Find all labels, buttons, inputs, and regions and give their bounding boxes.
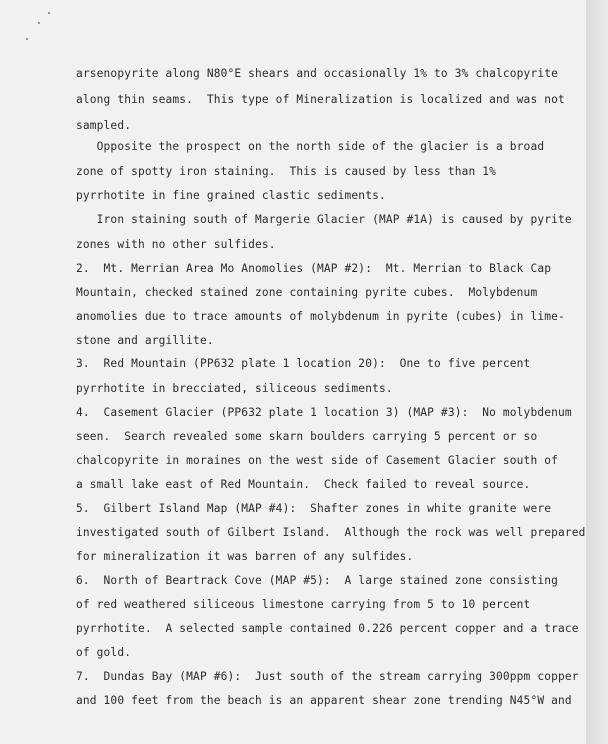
scan-speck: [38, 22, 40, 24]
text-line: 5. Gilbert Island Map (MAP #4): Shafter zones in white granite were: [76, 502, 552, 515]
text-line: sampled.: [76, 119, 132, 132]
scan-speck: [26, 38, 28, 40]
text-line: of gold.: [76, 646, 132, 659]
text-line: along thin seams. This type of Mineralization is localized and was not: [76, 93, 565, 106]
text-line: Iron staining south of Margerie Glacier (MAP #1A) is caused by pyrite: [76, 213, 572, 226]
text-line: anomolies due to trace amounts of molybdenum in pyrite (cubes) in lime-: [76, 310, 565, 323]
text-line: a small lake east of Red Mountain. Check failed to reveal source.: [76, 478, 531, 491]
scan-edge: [586, 0, 608, 744]
text-line: arsenopyrite along N80°E shears and occasionally 1% to 3% chalcopyrite: [76, 67, 558, 80]
text-line: Opposite the prospect on the north side of the glacier is a broad: [76, 140, 545, 153]
text-line: of red weathered siliceous limestone carrying from 5 to 10 percent: [76, 598, 531, 611]
text-line: zone of spotty iron staining. This is caused by less than 1%: [76, 165, 497, 178]
text-line: chalcopyrite in moraines on the west side of Casement Glacier south of: [76, 454, 558, 467]
text-line: 2. Mt. Merrian Area Mo Anomolies (MAP #2): Mt. Merrian to Black Cap: [76, 262, 552, 275]
text-line: zones with no other sulfides.: [76, 238, 276, 251]
text-line: pyrrhotite in brecciated, siliceous sediments.: [76, 382, 393, 395]
text-line: pyrrhotite. A selected sample contained 0.226 percent copper and a trace: [76, 622, 579, 635]
text-line: pyrrhotite in fine grained clastic sediments.: [76, 189, 386, 202]
text-line: investigated south of Gilbert Island. Although the rock was well prepared: [76, 526, 586, 539]
text-line: Mountain, checked stained zone containing pyrite cubes. Molybdenum: [76, 286, 538, 299]
text-line: for mineralization it was barren of any sulfides.: [76, 550, 414, 563]
text-line: 6. North of Beartrack Cove (MAP #5): A large stained zone consisting: [76, 574, 558, 587]
text-line: 7. Dundas Bay (MAP #6): Just south of the stream carrying 300ppm copper: [76, 670, 579, 683]
scan-speck: [48, 12, 50, 14]
text-line: stone and argillite.: [76, 334, 214, 347]
text-line: 3. Red Mountain (PP632 plate 1 location 20): One to five percent: [76, 357, 531, 370]
text-line: and 100 feet from the beach is an apparent shear zone trending N45°W and: [76, 694, 572, 707]
text-line: seen. Search revealed some skarn boulders carrying 5 percent or so: [76, 430, 538, 443]
text-line: 4. Casement Glacier (PP632 plate 1 location 3) (MAP #3): No molybdenum: [76, 406, 572, 419]
